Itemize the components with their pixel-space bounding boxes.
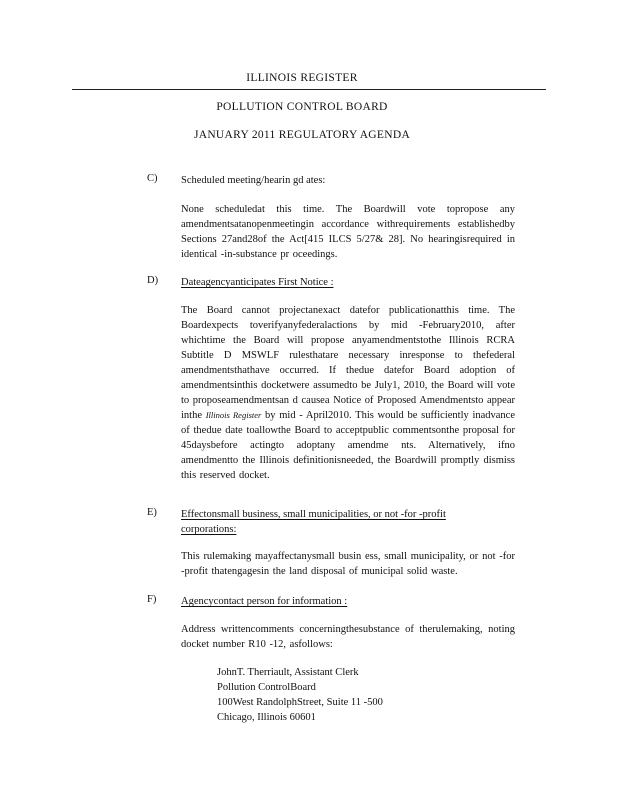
section-d-title: Dateagencyanticipates First Notice : [181,277,334,288]
section-f-body: Address writtencomments concerningthesubstance of therulemaking, noting docket number R10 -12, asfollows: [181,624,515,650]
section-d-letter: D) [147,275,159,286]
register-title: ILLINOIS REGISTER [246,72,358,84]
section-e-letter: E) [147,507,157,518]
section-f-letter: F) [147,594,157,605]
header-rule [72,89,546,90]
section-f-title: Agencycontact person for information : [181,596,348,607]
section-e-title-text: Effectonsmall business, small municipalities, or not -for -profit corporations: [181,509,446,535]
section-c-body: None scheduledat this time. The Boardwill vote topropose any amendmentsatanopenmeetingin accordance withrequirements establishedby Sections 27and28of the Act[415 ILCS 5/27& 28]. No hearingisrequired in identical -in-substance pr oceedings. [181,204,515,260]
contact-address [217,665,477,725]
section-d-register-italic: Illinois Register [205,410,262,420]
section-e-title [181,507,501,537]
section-c-letter: C) [147,173,158,184]
board-title: POLLUTION CONTROL BOARD [216,101,388,113]
address-line: 100West RandolphStreet, Suite 11 -500 [217,697,383,708]
address-line: Chicago, Illinois 60601 [217,712,316,723]
section-d-body-part2: by mid - April2010. This would be sufficiently inadvance of thedue date toallowthe Board to acceptpublic commentsonthe proposal for 45daysbefore actingto adoptany amendme nts. Alternatively, ifno amendmentto the Illinois definitionisneeded, the Boardwill promptly dismiss this reserved docket. [181,410,516,481]
agenda-title: JANUARY 2011 REGULATORY AGENDA [193,129,411,141]
section-e-body: This rulemaking mayaffectanysmall busin ess, small municipality, or not -for -profit thatengagesin the land disposal of municipal solid waste. [181,551,515,577]
section-d-body-part1: The Board cannot projectanexact datefor publicationatthis time. The Boardexpects toverifyanyfederalactions by mid -February2010, after whichtime the Board will propose anyamendmentstothe Illinois RCRA Subtitle D MSWLF rulesthatare necessary inresponse to thefederal amendmentsthathave occurred. If thedue datefor Board adoption of amendmentsinthis docketwere assumedto be July1, 2010, the Board will vote to proposeamendmentsan d causea Notice of Proposed Amendmentsto appear inthe [181,305,515,421]
section-d-body [181,303,515,483]
address-line: JohnT. Therriault, Assistant Clerk [217,667,359,678]
section-c-title: Scheduled meeting/hearin gd ates: [181,175,326,186]
address-line: Pollution ControlBoard [217,682,316,693]
